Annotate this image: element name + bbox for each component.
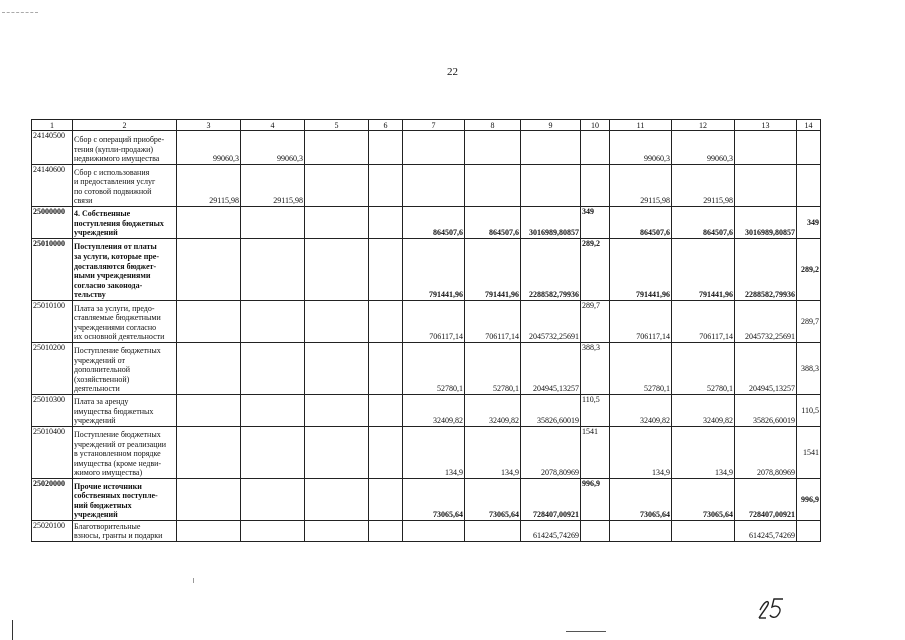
- value-cell-col-3: [177, 521, 241, 542]
- handwritten-page-mark: [756, 596, 786, 628]
- scan-artifact-bottom: [566, 631, 606, 632]
- table-row: [32, 131, 821, 165]
- row-code-cell: 24140500: [32, 131, 73, 165]
- value-cell-col-8: 791441,96: [465, 239, 521, 301]
- scan-artifact-dot: [193, 578, 194, 583]
- value-cell-col-10: 110,5: [581, 395, 610, 427]
- value-cell-col-6: [369, 131, 403, 165]
- value-cell-col-9: 204945,13257: [521, 343, 581, 395]
- value-cell-col-10: 289,7: [581, 301, 610, 343]
- table-row: [32, 521, 821, 542]
- value-cell-col-3: [177, 207, 241, 239]
- column-header: 5: [305, 120, 369, 131]
- value-cell-col-9: 614245,74269: [521, 521, 581, 542]
- value-cell-col-4: [241, 395, 305, 427]
- value-cell-col-13: 3016989,80857: [735, 207, 797, 239]
- column-header: 11: [610, 120, 672, 131]
- column-header: 3: [177, 120, 241, 131]
- table-row: [32, 395, 821, 427]
- value-cell-col-9: 2045732,25691: [521, 301, 581, 343]
- value-cell-col-10: 289,2: [581, 239, 610, 301]
- value-cell-col-9: 3016989,80857: [521, 207, 581, 239]
- value-cell-col-4: [241, 427, 305, 479]
- row-name-cell: Плата за аренду имущества бюджетных учреждений: [73, 395, 177, 427]
- value-cell-col-7: 134,9: [403, 427, 465, 479]
- row-code-cell: 25010400: [32, 427, 73, 479]
- value-cell-col-4: [241, 479, 305, 521]
- value-cell-col-5: [305, 521, 369, 542]
- value-cell-col-11: 32409,82: [610, 395, 672, 427]
- value-cell-col-5: [305, 479, 369, 521]
- value-cell-col-8: [465, 521, 521, 542]
- value-cell-col-3: [177, 343, 241, 395]
- column-header: 7: [403, 120, 465, 131]
- column-header: 4: [241, 120, 305, 131]
- value-cell-col-12: 99060,3: [672, 131, 735, 165]
- value-cell-col-10: [581, 165, 610, 207]
- value-cell-col-14: [797, 131, 821, 165]
- value-cell-col-13: [735, 131, 797, 165]
- value-cell-col-14: 996,9: [797, 479, 821, 521]
- value-cell-col-4: [241, 301, 305, 343]
- value-cell-col-12: 73065,64: [672, 479, 735, 521]
- value-cell-col-8: 706117,14: [465, 301, 521, 343]
- value-cell-col-12: 134,9: [672, 427, 735, 479]
- value-cell-col-8: 864507,6: [465, 207, 521, 239]
- row-name-cell: Плата за услуги, предо- ставляемые бюджетными учреждениями согласно их основной деятельности: [73, 301, 177, 343]
- value-cell-col-7: 73065,64: [403, 479, 465, 521]
- value-cell-col-12: 29115,98: [672, 165, 735, 207]
- value-cell-col-12: 32409,82: [672, 395, 735, 427]
- value-cell-col-5: [305, 427, 369, 479]
- budget-table: [31, 119, 821, 542]
- value-cell-col-3: [177, 479, 241, 521]
- row-name-cell: Сбор с использования и предоставления услуг по сотовой подвижной связи: [73, 165, 177, 207]
- value-cell-col-10: 349: [581, 207, 610, 239]
- value-cell-col-11: 29115,98: [610, 165, 672, 207]
- value-cell-col-6: [369, 343, 403, 395]
- table-row: [32, 239, 821, 301]
- row-code-cell: 25010300: [32, 395, 73, 427]
- row-code-cell: 25000000: [32, 207, 73, 239]
- value-cell-col-4: [241, 521, 305, 542]
- value-cell-col-7: 791441,96: [403, 239, 465, 301]
- value-cell-col-11: 706117,14: [610, 301, 672, 343]
- value-cell-col-6: [369, 427, 403, 479]
- value-cell-col-13: 204945,13257: [735, 343, 797, 395]
- value-cell-col-3: [177, 427, 241, 479]
- value-cell-col-9: 2288582,79936: [521, 239, 581, 301]
- value-cell-col-11: [610, 521, 672, 542]
- value-cell-col-9: 728407,00921: [521, 479, 581, 521]
- value-cell-col-4: [241, 207, 305, 239]
- row-name-cell: Поступление бюджетных учреждений от дополнительной (хозяйственной) деятельности: [73, 343, 177, 395]
- column-header: 1: [32, 120, 73, 131]
- value-cell-col-5: [305, 165, 369, 207]
- value-cell-col-7: 52780,1: [403, 343, 465, 395]
- value-cell-col-3: [177, 301, 241, 343]
- value-cell-col-14: [797, 521, 821, 542]
- value-cell-col-13: 2288582,79936: [735, 239, 797, 301]
- value-cell-col-8: 73065,64: [465, 479, 521, 521]
- value-cell-col-7: 706117,14: [403, 301, 465, 343]
- table-row: [32, 479, 821, 521]
- value-cell-col-12: 864507,6: [672, 207, 735, 239]
- value-cell-col-13: 614245,74269: [735, 521, 797, 542]
- column-header: 13: [735, 120, 797, 131]
- table-row: [32, 207, 821, 239]
- table-row: [32, 301, 821, 343]
- value-cell-col-3: 99060,3: [177, 131, 241, 165]
- table-row: [32, 165, 821, 207]
- value-cell-col-8: [465, 131, 521, 165]
- value-cell-col-3: 29115,98: [177, 165, 241, 207]
- row-name-cell: Сбор с операций приобре- тения (купли-продажи) недвижимого имущества: [73, 131, 177, 165]
- value-cell-col-11: 52780,1: [610, 343, 672, 395]
- value-cell-col-5: [305, 207, 369, 239]
- handwritten-mark-drawing: [756, 596, 786, 622]
- value-cell-col-8: 52780,1: [465, 343, 521, 395]
- value-cell-col-5: [305, 239, 369, 301]
- value-cell-col-12: 791441,96: [672, 239, 735, 301]
- row-code-cell: 25010100: [32, 301, 73, 343]
- table-row: [32, 343, 821, 395]
- row-name-cell: Поступления от платы за услуги, которые пре- доставляются бюджет- ными учреждениями согласно законода- тельству: [73, 239, 177, 301]
- value-cell-col-13: 35826,60019: [735, 395, 797, 427]
- value-cell-col-13: 2078,80969: [735, 427, 797, 479]
- column-header: 10: [581, 120, 610, 131]
- value-cell-col-10: [581, 131, 610, 165]
- value-cell-col-9: [521, 131, 581, 165]
- column-header: 6: [369, 120, 403, 131]
- scan-artifact-left: [12, 620, 13, 640]
- value-cell-col-9: 2078,80969: [521, 427, 581, 479]
- value-cell-col-7: 32409,82: [403, 395, 465, 427]
- value-cell-col-11: 791441,96: [610, 239, 672, 301]
- value-cell-col-10: [581, 521, 610, 542]
- value-cell-col-3: [177, 239, 241, 301]
- row-code-cell: 25010000: [32, 239, 73, 301]
- value-cell-col-4: [241, 343, 305, 395]
- value-cell-col-9: [521, 165, 581, 207]
- value-cell-col-14: 388,3: [797, 343, 821, 395]
- value-cell-col-6: [369, 301, 403, 343]
- row-code-cell: 25020100: [32, 521, 73, 542]
- value-cell-col-10: 388,3: [581, 343, 610, 395]
- value-cell-col-14: 1541: [797, 427, 821, 479]
- value-cell-col-5: [305, 301, 369, 343]
- value-cell-col-5: [305, 131, 369, 165]
- value-cell-col-8: 32409,82: [465, 395, 521, 427]
- value-cell-col-14: 289,7: [797, 301, 821, 343]
- value-cell-col-12: 706117,14: [672, 301, 735, 343]
- value-cell-col-14: 110,5: [797, 395, 821, 427]
- value-cell-col-7: [403, 521, 465, 542]
- value-cell-col-12: [672, 521, 735, 542]
- value-cell-col-11: 864507,6: [610, 207, 672, 239]
- value-cell-col-6: [369, 479, 403, 521]
- column-header: 14: [797, 120, 821, 131]
- value-cell-col-4: 29115,98: [241, 165, 305, 207]
- row-code-cell: 25010200: [32, 343, 73, 395]
- value-cell-col-13: 728407,00921: [735, 479, 797, 521]
- value-cell-col-6: [369, 207, 403, 239]
- value-cell-col-6: [369, 165, 403, 207]
- value-cell-col-3: [177, 395, 241, 427]
- table-row: [32, 427, 821, 479]
- value-cell-col-4: 99060,3: [241, 131, 305, 165]
- value-cell-col-6: [369, 239, 403, 301]
- page-number: 22: [447, 66, 458, 78]
- row-name-cell: Поступление бюджетных учреждений от реализации в установленном порядке имущества (кроме недви- жимого имущества): [73, 427, 177, 479]
- value-cell-col-9: 35826,60019: [521, 395, 581, 427]
- value-cell-col-5: [305, 395, 369, 427]
- value-cell-col-8: [465, 165, 521, 207]
- value-cell-col-11: 73065,64: [610, 479, 672, 521]
- value-cell-col-8: 134,9: [465, 427, 521, 479]
- value-cell-col-4: [241, 239, 305, 301]
- column-header: 9: [521, 120, 581, 131]
- value-cell-col-14: 349: [797, 207, 821, 239]
- value-cell-col-7: 864507,6: [403, 207, 465, 239]
- row-name-cell: 4. Собственные поступления бюджетных учреждений: [73, 207, 177, 239]
- value-cell-col-11: 99060,3: [610, 131, 672, 165]
- value-cell-col-5: [305, 343, 369, 395]
- column-header: 2: [73, 120, 177, 131]
- value-cell-col-11: 134,9: [610, 427, 672, 479]
- value-cell-col-7: [403, 165, 465, 207]
- header-row: [32, 120, 821, 131]
- value-cell-col-6: [369, 395, 403, 427]
- row-name-cell: Благотворительные взносы, гранты и подарки: [73, 521, 177, 542]
- column-header: 12: [672, 120, 735, 131]
- value-cell-col-12: 52780,1: [672, 343, 735, 395]
- value-cell-col-6: [369, 521, 403, 542]
- scan-artifact-top: [2, 12, 38, 13]
- value-cell-col-14: 289,2: [797, 239, 821, 301]
- value-cell-col-7: [403, 131, 465, 165]
- value-cell-col-10: 1541: [581, 427, 610, 479]
- table-body: [32, 131, 821, 542]
- column-header: 8: [465, 120, 521, 131]
- row-name-cell: Прочие источники собственных поступле- ний бюджетных учреждений: [73, 479, 177, 521]
- value-cell-col-10: 996,9: [581, 479, 610, 521]
- row-code-cell: 25020000: [32, 479, 73, 521]
- value-cell-col-13: [735, 165, 797, 207]
- row-code-cell: 24140600: [32, 165, 73, 207]
- value-cell-col-14: [797, 165, 821, 207]
- value-cell-col-13: 2045732,25691: [735, 301, 797, 343]
